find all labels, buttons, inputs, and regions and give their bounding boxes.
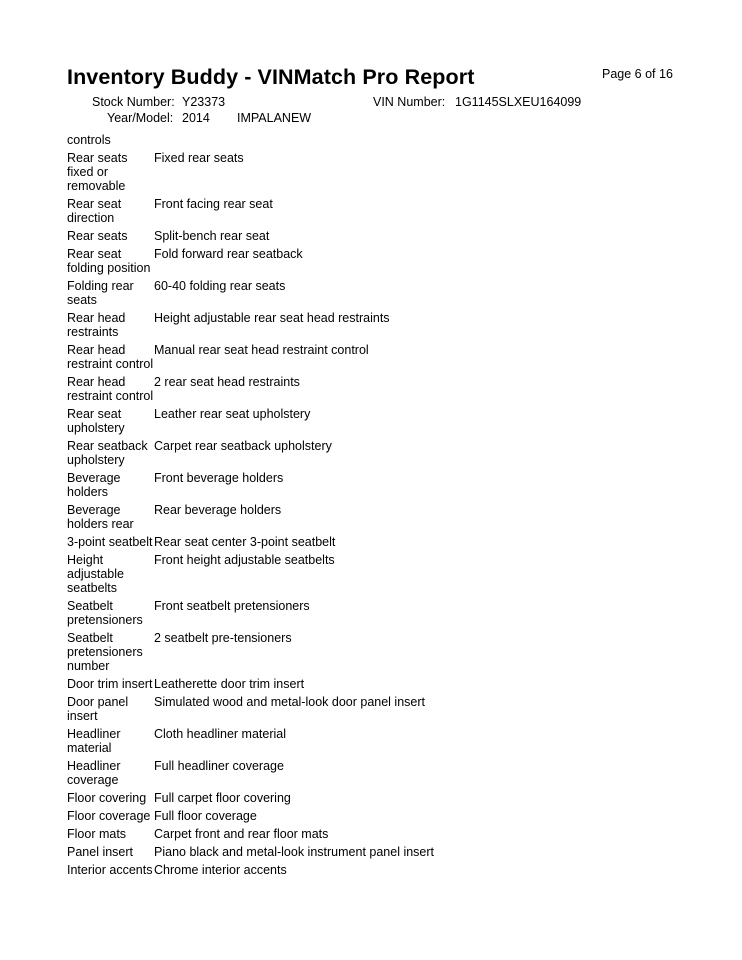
spec-value: Rear beverage holders: [154, 503, 282, 517]
spec-row: [67, 695, 687, 723]
spec-value: Piano black and metal-look instrument panel insert: [154, 845, 435, 859]
spec-value: Full headliner coverage: [154, 759, 284, 773]
spec-value: Front facing rear seat: [154, 197, 273, 211]
spec-row: [67, 343, 687, 371]
spec-label: Interior accents: [67, 863, 153, 877]
spec-row: [67, 439, 687, 467]
spec-label: Door panel insert: [67, 695, 129, 723]
spec-row: [67, 197, 687, 225]
spec-value: Front beverage holders: [154, 471, 284, 485]
spec-value: Rear seat center 3-point seatbelt: [154, 535, 336, 549]
spec-value: Carpet front and rear floor mats: [154, 827, 329, 841]
spec-row: [67, 863, 687, 877]
spec-label: Floor covering: [67, 791, 147, 805]
spec-value: 60-40 folding rear seats: [154, 279, 286, 293]
spec-label: Rear seatback upholstery: [67, 439, 148, 467]
spec-value: Front height adjustable seatbelts: [154, 553, 335, 567]
spec-value: Front seatbelt pretensioners: [154, 599, 310, 613]
spec-label: Floor mats: [67, 827, 127, 841]
spec-label: Folding rear seats: [67, 279, 134, 307]
spec-label: Rear head restraint control: [67, 343, 154, 371]
spec-row: [67, 151, 687, 193]
spec-row: [67, 133, 687, 147]
page-number: Page 6 of 16: [602, 67, 673, 81]
spec-row: [67, 553, 687, 595]
spec-label: Height adjustable seatbelts: [67, 553, 124, 595]
year-value: 2014: [182, 111, 210, 125]
spec-row: [67, 247, 687, 275]
spec-row: [67, 827, 687, 841]
stock-number-label: Stock Number:: [92, 95, 175, 109]
spec-value: Manual rear seat head restraint control: [154, 343, 369, 357]
spec-value: Simulated wood and metal-look door panel insert: [154, 695, 425, 709]
spec-label: 3-point seatbelt: [67, 535, 153, 549]
spec-label: Beverage holders: [67, 471, 121, 499]
spec-row: [67, 791, 687, 805]
vin-number-value: 1G1145SLXEU164099: [455, 95, 582, 109]
spec-label: Beverage holders rear: [67, 503, 134, 531]
spec-value: Fold forward rear seatback: [154, 247, 303, 261]
spec-label: Seatbelt pretensioners number: [67, 631, 143, 673]
spec-row: [67, 407, 687, 435]
spec-label: Door trim insert: [67, 677, 153, 691]
spec-value: 2 seatbelt pre-tensioners: [154, 631, 292, 645]
spec-row: [67, 809, 687, 823]
spec-value: Full carpet floor covering: [154, 791, 291, 805]
spec-row: [67, 471, 687, 499]
spec-value: Fixed rear seats: [154, 151, 244, 165]
spec-row: [67, 535, 687, 549]
year-model-label: Year/Model:: [107, 111, 174, 125]
spec-row: [67, 677, 687, 691]
spec-value: Leather rear seat upholstery: [154, 407, 311, 421]
spec-label: Rear seat upholstery: [67, 407, 125, 435]
spec-row: [67, 279, 687, 307]
spec-label: controls: [67, 133, 111, 147]
spec-list: [67, 133, 687, 881]
spec-value: Cloth headliner material: [154, 727, 287, 741]
spec-row: [67, 311, 687, 339]
spec-value: Height adjustable rear seat head restraints: [154, 311, 390, 325]
spec-value: Full floor coverage: [154, 809, 257, 823]
vin-number-label: VIN Number:: [373, 95, 446, 109]
spec-label: Rear seat direction: [67, 197, 122, 225]
spec-row: [67, 845, 687, 859]
report-title: Inventory Buddy - VINMatch Pro Report: [67, 65, 475, 89]
spec-label: Seatbelt pretensioners: [67, 599, 143, 627]
spec-row: [67, 727, 687, 755]
model-value: IMPALANEW: [237, 111, 312, 125]
spec-row: [67, 599, 687, 627]
spec-value: Chrome interior accents: [154, 863, 287, 877]
spec-label: Floor coverage: [67, 809, 151, 823]
spec-row: [67, 503, 687, 531]
spec-label: Rear seats fixed or removable: [67, 151, 128, 193]
stock-number-value: Y23373: [182, 95, 226, 109]
spec-value: Leatherette door trim insert: [154, 677, 305, 691]
spec-row: [67, 375, 687, 403]
spec-label: Rear seat folding position: [67, 247, 151, 275]
spec-value: Split-bench rear seat: [154, 229, 270, 243]
spec-label: Headliner coverage: [67, 759, 121, 787]
spec-label: Rear seats: [67, 229, 128, 243]
spec-value: Carpet rear seatback upholstery: [154, 439, 332, 453]
spec-label: Headliner material: [67, 727, 121, 755]
spec-label: Rear head restraint control: [67, 375, 154, 403]
spec-row: [67, 759, 687, 787]
spec-row: [67, 631, 687, 673]
spec-row: [67, 229, 687, 243]
spec-label: Panel insert: [67, 845, 134, 859]
spec-label: Rear head restraints: [67, 311, 126, 339]
spec-value: 2 rear seat head restraints: [154, 375, 300, 389]
